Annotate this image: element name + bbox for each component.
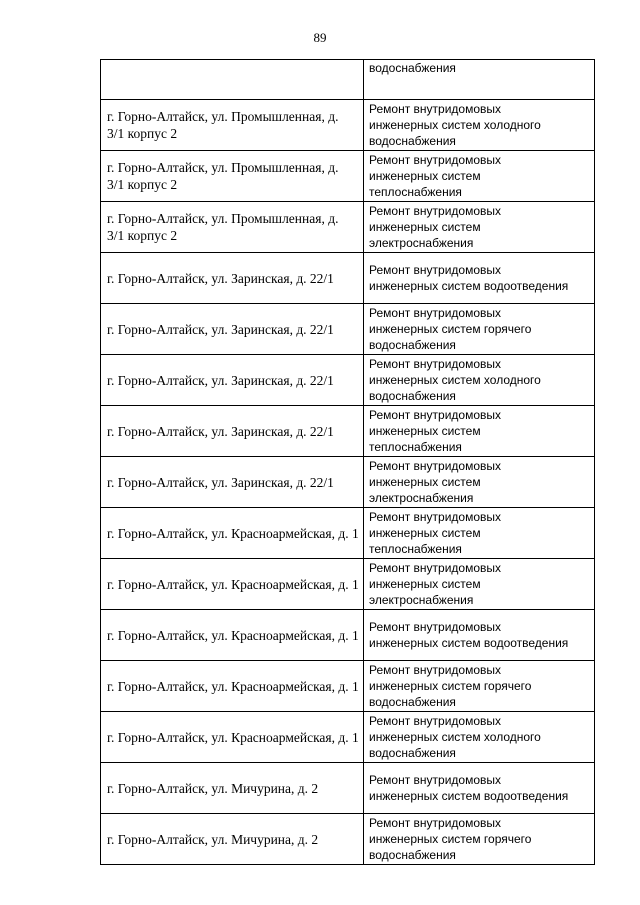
address-cell: г. Горно-Алтайск, ул. Мичурина, д. 2	[101, 814, 364, 865]
address-cell: г. Горно-Алтайск, ул. Красноармейская, д. 1	[101, 508, 364, 559]
address-cell: г. Горно-Алтайск, ул. Промышленная, д. 3/1 корпус 2	[101, 100, 364, 151]
address-cell: г. Горно-Алтайск, ул. Красноармейская, д. 1	[101, 610, 364, 661]
address-cell: г. Горно-Алтайск, ул. Красноармейская, д. 1	[101, 559, 364, 610]
work-type-cell: Ремонт внутридомовых инженерных систем электроснабжения	[364, 559, 595, 610]
table-row-continued	[101, 60, 595, 100]
table-row	[101, 100, 595, 151]
address-cell: г. Горно-Алтайск, ул. Заринская, д. 22/1	[101, 253, 364, 304]
table-row	[101, 661, 595, 712]
work-type-cell: Ремонт внутридомовых инженерных систем горячего водоснабжения	[364, 814, 595, 865]
work-type-cell: водоснабжения	[364, 60, 595, 100]
address-cell: г. Горно-Алтайск, ул. Промышленная, д. 3/1 корпус 2	[101, 202, 364, 253]
table-row	[101, 406, 595, 457]
work-type-cell: Ремонт внутридомовых инженерных систем горячего водоснабжения	[364, 661, 595, 712]
address-cell: г. Горно-Алтайск, ул. Заринская, д. 22/1	[101, 304, 364, 355]
work-type-cell: Ремонт внутридомовых инженерных систем водоотведения	[364, 763, 595, 814]
table-row	[101, 355, 595, 406]
table-row	[101, 304, 595, 355]
work-type-cell: Ремонт внутридомовых инженерных систем холодного водоснабжения	[364, 712, 595, 763]
table-row	[101, 763, 595, 814]
table-row	[101, 457, 595, 508]
repair-table	[100, 59, 595, 865]
address-cell: г. Горно-Алтайск, ул. Мичурина, д. 2	[101, 763, 364, 814]
table-row	[101, 559, 595, 610]
table-row	[101, 814, 595, 865]
table-row	[101, 202, 595, 253]
table-row	[101, 253, 595, 304]
work-type-cell: Ремонт внутридомовых инженерных систем электроснабжения	[364, 202, 595, 253]
work-type-cell: Ремонт внутридомовых инженерных систем теплоснабжения	[364, 151, 595, 202]
work-type-cell: Ремонт внутридомовых инженерных систем водоотведения	[364, 610, 595, 661]
address-cell: г. Горно-Алтайск, ул. Заринская, д. 22/1	[101, 355, 364, 406]
work-type-cell: Ремонт внутридомовых инженерных систем холодного водоснабжения	[364, 355, 595, 406]
address-cell: г. Горно-Алтайск, ул. Красноармейская, д. 1	[101, 712, 364, 763]
address-cell: г. Горно-Алтайск, ул. Заринская, д. 22/1	[101, 457, 364, 508]
address-cell: г. Горно-Алтайск, ул. Красноармейская, д. 1	[101, 661, 364, 712]
table-row	[101, 712, 595, 763]
work-type-cell: Ремонт внутридомовых инженерных систем холодного водоснабжения	[364, 100, 595, 151]
address-cell	[101, 60, 364, 100]
address-cell: г. Горно-Алтайск, ул. Заринская, д. 22/1	[101, 406, 364, 457]
work-type-cell: Ремонт внутридомовых инженерных систем электроснабжения	[364, 457, 595, 508]
address-cell: г. Горно-Алтайск, ул. Промышленная, д. 3/1 корпус 2	[101, 151, 364, 202]
table-row	[101, 508, 595, 559]
table-row	[101, 151, 595, 202]
work-type-cell: Ремонт внутридомовых инженерных систем водоотведения	[364, 253, 595, 304]
table-body	[101, 60, 595, 865]
work-type-cell: Ремонт внутридомовых инженерных систем теплоснабжения	[364, 508, 595, 559]
work-type-cell: Ремонт внутридомовых инженерных систем теплоснабжения	[364, 406, 595, 457]
table-row	[101, 610, 595, 661]
page-number: 89	[313, 30, 327, 45]
work-type-cell: Ремонт внутридомовых инженерных систем горячего водоснабжения	[364, 304, 595, 355]
